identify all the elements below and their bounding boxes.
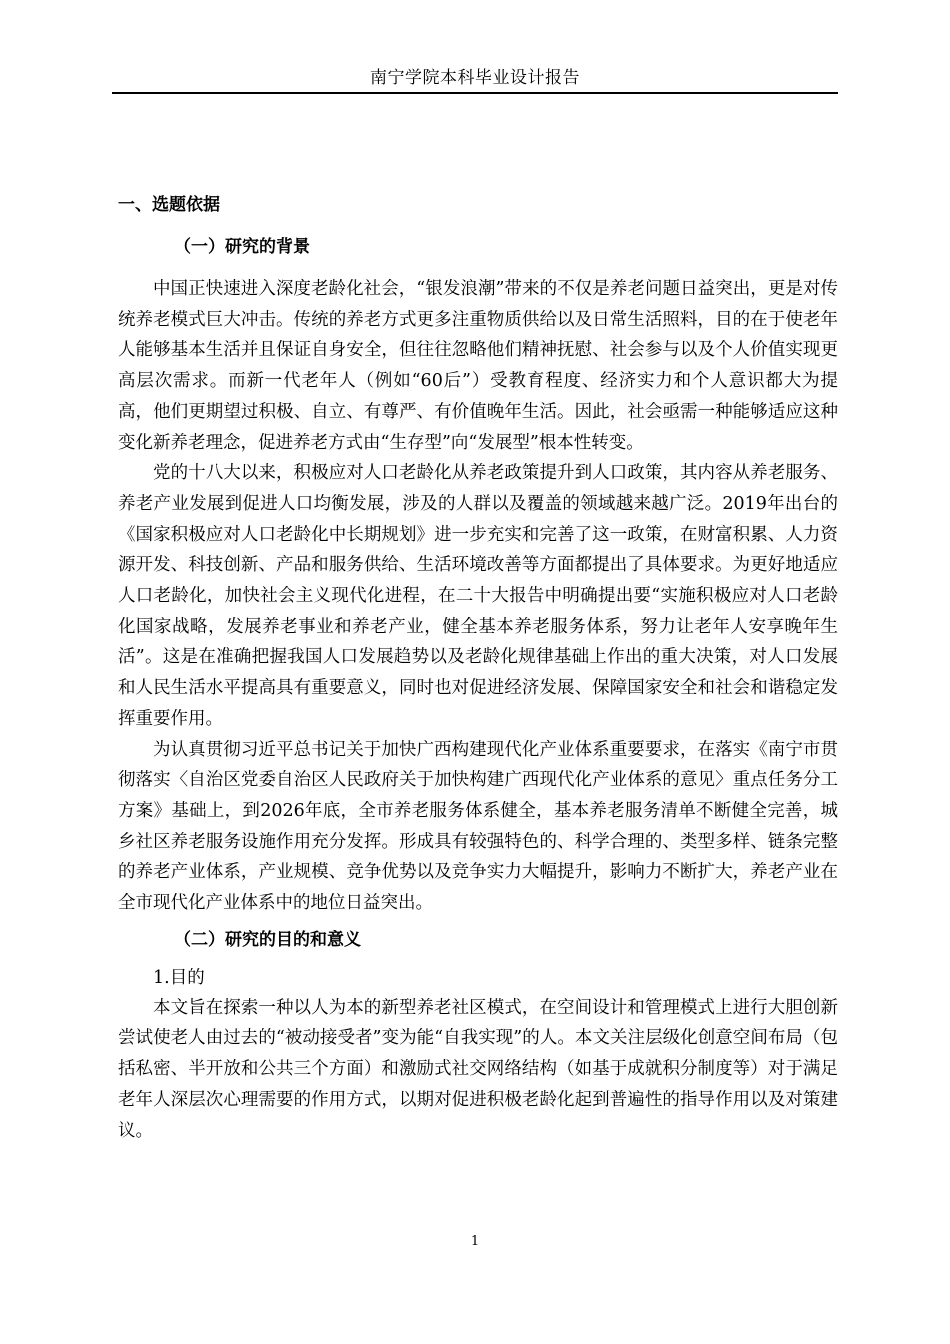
paragraph: 为认真贯彻习近平总书记关于加快广西构建现代化产业体系重要要求，在落实《南宁市贯彻落实〈自治区党委自治区人民政府关于加快构建广西现代化产业体系的意见〉重点任务分工方案》基础上，到2026年底，全市养老服务体系健全，基本养老服务清单不断健全完善，城乡社区养老服务设施作用充分发挥。形成具有较强特色的、科学合理的、类型多样、链条完整的养老产业体系，产业规模、竞争优势以及竞争实力大幅提升，影响力不断扩大，养老产业在全市现代化产业体系中的地位日益突出。 [118,739,838,914]
section-heading: 一、选题依据 [118,195,220,215]
item-label: 1.目的 [153,967,205,988]
subsection-heading-background: （一）研究的背景 [174,237,310,257]
paragraph: 党的十八大以来，积极应对人口老龄化从养老政策提升到人口政策，其内容从养老服务、养老产业发展到促进人口均衡发展，涉及的人群以及覆盖的领域越来越广泛。2019年出台的《国家积极应对人口老龄化中长期规划》进一步充实和完善了这一政策，在财富积累、人力资源开发、科技创新、产品和服务供给、生活环境改善等方面都提出了具体要求。为更好地适应人口老龄化，加快社会主义现代化进程，在二十大报告中明确提出要“实施积极应对人口老龄化国家战略，发展养老事业和养老产业，健全基本养老服务体系，努力让老年人安享晚年生活”。这是在准确把握我国人口发展趋势以及老龄化规律基础上作出的重大决策，对人口发展和人民生活水平提高具有重要意义，同时也对促进经济发展、保障国家安全和社会和谐稳定发挥重要作用。 [118,463,838,729]
paragraph: 中国正快速进入深度老龄化社会，“银发浪潮”带来的不仅是养老问题日益突出，更是对传统养老模式巨大冲击。传统的养老方式更多注重物质供给以及日常生活照料，目的在于使老年人能够基本生活并且保证自身安全，但往往忽略他们精神抚慰、社会参与以及个人价值实现更高层次需求。而新一代老年人（例如“60后”）受教育程度、经济实力和个人意识都大为提高，他们更期望过积极、自立、有尊严、有价值晚年生活。因此，社会亟需一种能够适应这种变化新养老理念，促进养老方式由“生存型”向“发展型”根本性转变。 [118,279,838,453]
page-header: 南宁学院本科毕业设计报告 [112,66,838,94]
subsection-heading-purpose: （二）研究的目的和意义 [174,929,361,950]
paragraph: 本文旨在探索一种以人为本的新型养老社区模式，在空间设计和管理模式上进行大胆创新尝试使老人由过去的“被动接受者”变为能“自我实现”的人。本文关注层级化创意空间布局（包括私密、半开放和公共三个方面）和激励式社交网络结构（如基于成就积分制度等）对于满足老年人深层次心理需要的作用方式，以期对促进积极老龄化起到普遍性的指导作用以及对策建议。 [118,997,838,1141]
document-body [118,190,838,1146]
page-number: 1 [470,1234,480,1249]
